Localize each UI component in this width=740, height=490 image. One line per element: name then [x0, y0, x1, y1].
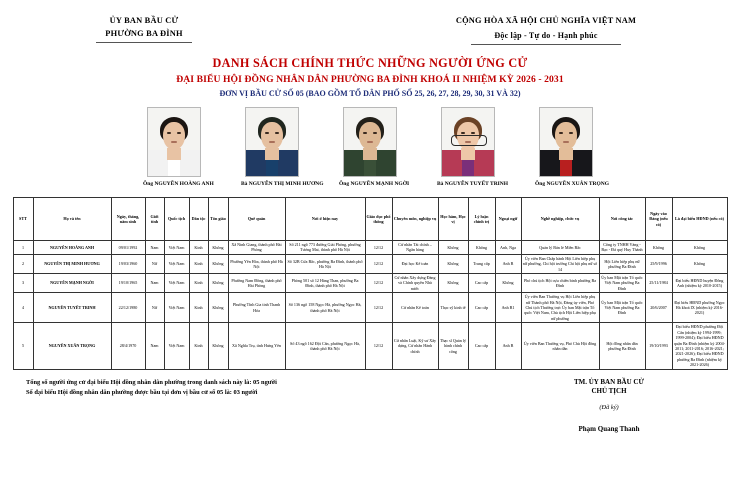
cell-stt: 2 — [13, 254, 33, 273]
table-column-header: Chuyên môn, nghiệp vụ — [392, 198, 438, 241]
cell-language: Không — [495, 274, 521, 293]
cell-party-date: 25/11/1984 — [645, 274, 672, 293]
cell-academic: Không — [438, 274, 468, 293]
cell-academic: Thạc sỹ kinh tế — [438, 293, 468, 323]
cell-hdnd: Đại biểu HĐND huyện Đông Anh (nhiệm kỳ 2010-2015) — [672, 274, 727, 293]
cell-residence: Phòng 501 số 12 Hàng Than, phường Ba Đình, thành phố Hà Nội — [285, 274, 365, 293]
cell-ethnicity: Kinh — [189, 241, 208, 255]
cell-job: Quản lý Bán lẻ Miền Bắc — [521, 241, 599, 255]
cell-workplace: Ủy ban Mặt trận Tổ quốc Việt Nam phường Ba Đình — [599, 293, 645, 323]
cell-dob: 09/01/1992 — [111, 241, 145, 255]
country-name: CỘNG HÒA XÃ HỘI CHỦ NGHĨA VIỆT NAM — [455, 16, 637, 25]
table-column-header: Ngày, tháng, năm sinh — [111, 198, 145, 241]
table-column-header: Ngày vào Đảng (nếu có) — [645, 198, 672, 241]
cell-hometown: Phường Tĩnh Gia tỉnh Thanh Hóa — [228, 293, 285, 323]
cell-ethnicity: Kinh — [189, 274, 208, 293]
cell-religion: Không — [208, 323, 228, 369]
signature-role: CHỦ TỊCH — [591, 387, 627, 396]
cell-stt: 1 — [13, 241, 33, 255]
candidate-portrait — [441, 107, 495, 177]
cell-job: Ủy viên Ban Thường vụ, Phó Chủ Hội đồng nhân dân — [521, 323, 599, 369]
cell-education: 12/12 — [365, 254, 392, 273]
cell-language: Anh B — [495, 254, 521, 273]
issuing-authority — [34, 14, 254, 45]
cell-ethnicity: Kinh — [189, 293, 208, 323]
cell-workplace: Công ty TNHH Vàng - Bạc - Đá quý Huy Thành — [599, 241, 645, 255]
cell-gender: Nữ — [145, 293, 164, 323]
table-column-header: Giới tính — [145, 198, 164, 241]
cell-hdnd: Đại biểu HĐND phường Đội Cấn (nhiệm kỳ 1994-1999; 1999-2004); Đại biểu HĐND quận Ba Đình (nhiệm kỳ 2004-2011; 2011-2016; 2016-2021; 2021-2026); Đại biểu HĐND phường Ba Đình (nhiệm kỳ 2021-2026) — [673, 324, 726, 368]
summary-block — [26, 378, 426, 433]
cell-education: 12/12 — [365, 323, 392, 369]
candidate-table — [13, 197, 728, 370]
table-row — [13, 293, 727, 323]
summary-seats: Số đại biểu Hội đồng nhân dân phường được bầu tại đơn vị bầu cử số 05 là: 03 người — [26, 388, 258, 396]
table-column-header: Quốc tịch — [164, 198, 189, 241]
document-footer — [0, 370, 740, 433]
table-column-header: Giáo dục phổ thông — [365, 198, 392, 241]
cell-name: NGUYỄN THỊ MINH HƯƠNG — [33, 254, 111, 273]
title-line-3: ĐƠN VỊ BẦU CỬ SỐ 05 (BAO GỒM TỔ DÂN PHỐ SỐ 25, 26, 27, 28, 29, 30, 31 VÀ 32) — [219, 89, 521, 98]
cell-ethnicity: Kinh — [189, 254, 208, 273]
table-row — [13, 254, 727, 273]
cell-workplace: Ủy ban Mặt trận Tổ quốc Việt Nam phường Ba Đình — [599, 274, 645, 293]
cell-profession: Cử nhân Xây dựng Đảng và Chính quyền Nhà nước — [392, 274, 438, 293]
cell-gender: Nam — [145, 323, 164, 369]
candidate-photo-caption: Bà NGUYỄN THỊ MINH HƯƠNG — [241, 181, 324, 187]
cell-party-date: 20/6/2007 — [645, 293, 672, 323]
cell-residence: Số 136 ngõ 158 Ngọc Hà, phường Ngọc Hà, thành phố Hà Nội — [285, 293, 365, 323]
cell-nationality: Việt Nam — [164, 274, 189, 293]
cell-name: NGUYỄN TUYẾT TRINH — [33, 293, 111, 323]
cell-politics: Không — [468, 241, 495, 255]
document-header — [0, 0, 740, 45]
authority-underline — [96, 42, 192, 43]
title-line-2: ĐẠI BIỂU HỘI ĐỒNG NHÂN DÂN PHƯỜNG BA ĐÌNH KHOÁ II NHIỆM KỲ 2026 - 2031 — [176, 74, 564, 85]
cell-ethnicity: Kinh — [189, 323, 208, 369]
cell-hdnd: Không — [672, 241, 727, 255]
cell-politics: Cao cấp — [468, 274, 495, 293]
authority-line-1: ỦY BAN BẦU CỬ — [109, 16, 179, 25]
cell-hdnd: Không — [672, 254, 727, 273]
title-line-1: DANH SÁCH CHÍNH THỨC NHỮNG NGƯỜI ỨNG CỬ — [212, 56, 528, 70]
summary-total-candidates: Tổng số người ứng cử đại biểu Hội đồng nhân dân phường trong danh sách này là: 05 người — [26, 378, 277, 386]
signed-marker: (Đã ký) — [599, 403, 619, 411]
cell-name: NGUYỄN HOÀNG ANH — [33, 241, 111, 255]
table-column-header: Dân tộc — [189, 198, 208, 241]
table-column-header: Là đại biểu HĐND (nếu có) — [672, 198, 727, 241]
cell-party-date: Không — [645, 241, 672, 255]
table-column-header: Họ và tên — [33, 198, 111, 241]
cell-politics: Cao cấp — [468, 293, 495, 323]
table-header-row — [13, 198, 727, 241]
signature-authority: TM. ỦY BAN BẦU CỬ — [573, 377, 645, 386]
candidate-photo-strip — [0, 107, 740, 188]
cell-job: Ủy viên Ban Thường vụ Hội Liên hiệp phụ nữ Thành phố Hà Nội, Đảng ủy viên, Phó Chủ tịch Thường trực Ủy ban Mặt trận Tổ quốc Việt Nam, Chủ tịch Hội Liên hiệp phụ nữ phường — [521, 293, 599, 323]
cell-dob: 22/12/1980 — [111, 293, 145, 323]
authority-line-2: PHƯỜNG BA ĐÌNH — [105, 29, 183, 38]
cell-religion: Không — [208, 274, 228, 293]
candidate-photo-caption: Bà NGUYỄN TUYẾT TRINH — [437, 181, 509, 187]
cell-party-date: 25/9/1996 — [645, 254, 672, 273]
cell-hometown: Phường Yên Hòa, thành phố Hà Nội — [228, 254, 285, 273]
cell-language: Anh, Nga — [495, 241, 521, 255]
table-column-header: Ngoại ngữ — [495, 198, 521, 241]
cell-nationality: Việt Nam — [164, 254, 189, 273]
cell-profession: Cử nhân Tài chính – Ngân hàng — [392, 241, 438, 255]
candidate-photo-cell — [535, 107, 610, 188]
cell-residence: Số 211 ngõ 773 đường Giải Phóng, phường Tương Mai, thành phố Hà Nội — [285, 241, 365, 255]
table-column-header: Quê quán — [228, 198, 285, 241]
cell-profession: Cử nhân Kế toán — [392, 293, 438, 323]
candidate-photo-cell — [437, 107, 509, 188]
cell-education: 12/12 — [365, 293, 392, 323]
document-title — [0, 56, 740, 98]
cell-education: 12/12 — [365, 274, 392, 293]
cell-workplace: Hội đồng nhân dân phường Ba Đình — [599, 323, 645, 369]
cell-gender: Nam — [145, 274, 164, 293]
cell-party-date: 19/10/1993 — [645, 323, 672, 369]
cell-profession: Cử nhân Luật, Kỹ sư Xây dựng, Cử nhân Hành chính — [392, 323, 438, 369]
candidate-portrait — [147, 107, 201, 177]
national-heading — [386, 14, 706, 45]
signatory-name: Phạm Quang Thanh — [578, 424, 640, 433]
cell-dob: 19/03/1960 — [111, 254, 145, 273]
motto-underline — [471, 44, 621, 45]
cell-job: Ủy viên Ban Chấp hành Hội Liên hiệp phụ nữ phường, Chi hội trưởng Chi hội phụ nữ số 14 — [522, 255, 598, 272]
candidate-portrait — [343, 107, 397, 177]
candidate-photo-cell — [339, 107, 410, 188]
cell-dob: 19/10/1965 — [111, 274, 145, 293]
table-column-header: Lý luận chính trị — [468, 198, 495, 241]
cell-education: 12/12 — [365, 241, 392, 255]
candidate-photo-cell — [241, 107, 324, 188]
candidate-photo-caption: Ông NGUYỄN MẠNH NGỜI — [339, 181, 410, 187]
cell-religion: Không — [208, 254, 228, 273]
candidate-portrait — [245, 107, 299, 177]
cell-stt: 4 — [13, 293, 33, 323]
candidate-photo-cell — [143, 107, 214, 188]
cell-residence: Số 32B Cửa Bắc, phường Ba Đình, thành phố Hà Nội — [285, 254, 365, 273]
table-column-header: Tôn giáo — [208, 198, 228, 241]
table-column-header: Học hàm, Học vị — [438, 198, 468, 241]
cell-language: Anh B — [495, 323, 521, 369]
cell-academic: Thạc sĩ Quản lý hành chính công — [438, 323, 468, 369]
candidate-photo-caption: Ông NGUYỄN HOÀNG ANH — [143, 181, 214, 187]
cell-name: NGUYỄN MẠNH NGỜI — [33, 274, 111, 293]
cell-hometown: Xã Nghĩa Trụ, tỉnh Hưng Yên — [228, 323, 285, 369]
cell-academic: Không — [438, 254, 468, 273]
cell-stt: 5 — [13, 323, 33, 369]
cell-religion: Không — [208, 293, 228, 323]
cell-gender: Nữ — [145, 254, 164, 273]
cell-hometown: Phường Nam Đồng, thành phố Hải Phòng — [228, 274, 285, 293]
signature-block — [504, 378, 714, 433]
cell-hometown: Xã Ninh Giang, thành phố Hải Phòng — [228, 241, 285, 255]
table-row — [13, 241, 727, 255]
cell-hdnd: Đại biểu HĐND phường Ngọc Hà khoá IX (nhiệm kỳ 2016-2021) — [672, 293, 727, 323]
table-column-header: Nơi ở hiện nay — [285, 198, 365, 241]
cell-nationality: Việt Nam — [164, 241, 189, 255]
cell-academic: Không — [438, 241, 468, 255]
national-motto: Độc lập - Tự do - Hạnh phúc — [494, 31, 598, 40]
table-row — [13, 274, 727, 293]
cell-dob: 28/4/1970 — [111, 323, 145, 369]
table-column-header: Nghề nghiệp, chức vụ — [521, 198, 599, 241]
cell-stt: 3 — [13, 274, 33, 293]
cell-politics: Cao cấp — [468, 323, 495, 369]
candidate-photo-caption: Ông NGUYỄN XUÂN TRỌNG — [535, 181, 610, 187]
cell-language: Anh B1 — [495, 293, 521, 323]
table-column-header: Nơi công tác — [599, 198, 645, 241]
cell-workplace: Hội Liên hiệp phụ nữ phường Ba Đình — [599, 254, 645, 273]
cell-gender: Nam — [145, 241, 164, 255]
table-row — [13, 323, 727, 369]
cell-profession: Đại học Kế toán — [392, 254, 438, 273]
cell-religion: Không — [208, 241, 228, 255]
table-column-header: STT — [13, 198, 33, 241]
candidate-portrait — [539, 107, 593, 177]
cell-name: NGUYỄN XUÂN TRỌNG — [33, 323, 111, 369]
cell-job: Phó chủ tịch Hội cựu chiến binh phường Ba Đình — [521, 274, 599, 293]
cell-politics: Trung cấp — [468, 254, 495, 273]
cell-residence: Số 43 ngõ 162 Đội Cấn, phường Ngọc Hà, thành phố Hà Nội — [285, 323, 365, 369]
cell-nationality: Việt Nam — [164, 323, 189, 369]
cell-nationality: Việt Nam — [164, 293, 189, 323]
